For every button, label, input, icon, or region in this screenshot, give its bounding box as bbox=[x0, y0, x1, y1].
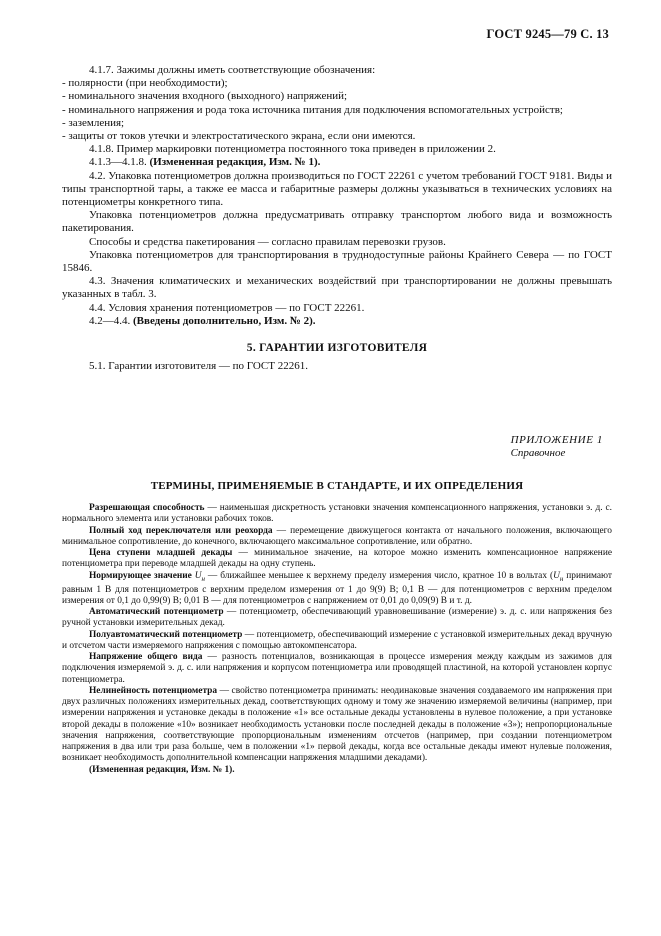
paragraph-4-1-7: 4.1.7. Зажимы должны иметь соответствующие обозначения: bbox=[89, 64, 376, 76]
term-item bbox=[62, 548, 612, 571]
term-definition: — свойство потенциометра принимать: неодинаковые значения создаваемого им напряжения при двух различных положениях измерительных декад, соответствующих одному и тому же значению измеряемой величины (например, при измерении напряжения и установке декады в положение «1» все остальные декады установлены в нулевое положение, а при установке второй декады в положение «10» возникает необходимость установки после последней декады в положение «3»); непропорциональные значения напряжения, соответствующие пропорциональным изменениям отсчетов (например, при создании потенциометром напряжения в два или три раза больше, чем в положении «1» первой декады, когда все остальные декады имеют нулевые положения, возникает необходимость дополнительной компенсации напряжения младшими декадами). bbox=[62, 685, 612, 764]
list-item-protection: - защиты от токов утечки и электростатического экрана, если они имеются. bbox=[62, 130, 416, 143]
term-item bbox=[62, 686, 612, 765]
appendix-type: Справочное bbox=[510, 447, 566, 459]
section-4-block bbox=[62, 64, 612, 328]
paragraph-north: Упаковка потенциометров для транспортирования в труднодоступные районы Крайнего Севера — по ГОСТ 15846. bbox=[62, 248, 612, 275]
term-definition: — наименьшая дискретность установки значения компенсационного напряжения, установки э. д. с. нормального элемента или установки рабочих токов. bbox=[62, 503, 612, 525]
term-name: Автоматический потенциометр bbox=[89, 607, 224, 618]
amendment-ref: 4.2—4.4. bbox=[89, 314, 133, 327]
amendment-ref: 4.1.3—4.1.8. bbox=[89, 156, 150, 169]
amendment-note-2 bbox=[62, 315, 612, 328]
appendix-title: ТЕРМИНЫ, ПРИМЕНЯЕМЫЕ В СТАНДАРТЕ, И ИХ ОПРЕДЕЛЕНИЯ bbox=[150, 480, 524, 492]
term-item bbox=[62, 571, 612, 608]
term-item bbox=[62, 526, 612, 549]
voltage-symbol: $U_н$ bbox=[194, 570, 206, 583]
term-definition: — потенциометр, обеспечивающий измерение с установкой измерительных декад вручную и отсчетом части измеряемого напряжения с помощью автокомпенсатора. bbox=[62, 629, 612, 651]
section-5-block bbox=[62, 342, 612, 373]
term-name: Цена ступени младшей декады bbox=[89, 548, 233, 558]
term-definition: принимают равным 1 В для потенциометров с верхним пределом измерения от 1 до 9(9) В; 0,1 В — для потенциометров с верхним пределом измерения от 0,1 до 0,99(9) В; 0,01 В — для потенциометров с напряжением от 0,01 до 0,09(9) В и т. д. bbox=[62, 570, 612, 606]
term-item bbox=[62, 630, 612, 653]
paragraph-4-2: 4.2. Упаковка потенциометров должна производиться по ГОСТ 22261 с учетом требований ГОСТ 9181. Виды и типы транспортной тары, а также ее масса и габаритные размеры должны указываться в технических условиях на потенциометры конкретного типа. bbox=[62, 169, 612, 209]
list-item-power-supply: - номинального напряжения и рода тока источника питания для подключения вспомогательных устройств; bbox=[62, 103, 563, 116]
term-definition: — ближайшее меньшее к верхнему пределу измерения число, кратное 10 в вольтах ( bbox=[205, 570, 554, 581]
amendment-text: (Измененная редакция, Изм. № 1). bbox=[149, 156, 321, 169]
term-item bbox=[62, 607, 612, 630]
term-definition: — перемещение движущегося контакта от начального положения, включающего минимальное сопротивление, до конечного, включающего максимальное сопротивление, или обратно. bbox=[62, 525, 612, 547]
voltage-symbol: $U_н$ bbox=[553, 570, 564, 583]
paragraph-4-3: 4.3. Значения климатических и механических воздействий при транспортировании не должны превышать указанных в табл. 3. bbox=[62, 275, 612, 301]
page-header: ГОСТ 9245—79 С. 13 bbox=[486, 27, 609, 41]
term-definition: — разность потенциалов, возникающая в процессе измерения между каждым из зажимов для подключения измеряемой э. д. с. или напряжения и корпусом потенциометра или проводящей пластиной, на которой установлен корпус потенциометра. bbox=[62, 652, 612, 685]
amendment-note-1 bbox=[62, 156, 612, 169]
term-name: Полный ход переключателя или реохорда bbox=[89, 525, 273, 536]
appendix-name: ПРИЛОЖЕНИЕ 1 bbox=[510, 434, 603, 446]
term-name: Напряжение общего вида bbox=[89, 652, 203, 663]
paragraph-5-1: 5.1. Гарантии изготовителя — по ГОСТ 22261. bbox=[89, 360, 308, 372]
term-item bbox=[62, 503, 612, 526]
term-name: Разрешающая способность bbox=[89, 503, 205, 513]
term-item bbox=[62, 652, 612, 686]
paragraph-4-1-8: 4.1.8. Пример маркировки потенциометра постоянного тока приведен в приложении 2. bbox=[89, 143, 496, 156]
paragraph-4-4: 4.4. Условия хранения потенциометров — по ГОСТ 22261. bbox=[89, 301, 365, 314]
terms-amendment-note: (Измененная редакция, Изм. № 1). bbox=[89, 764, 235, 775]
paragraph-methods: Способы и средства пакетирования — согласно правилам перевозки грузов. bbox=[89, 235, 446, 248]
term-definition: — минимальное значение, на которое можно изменить компенсационное напряжение потенциометра при переводе младшей декады на одну ступень. bbox=[62, 548, 612, 570]
appendix-label bbox=[511, 434, 603, 460]
term-name: Полуавтоматический потенциометр bbox=[89, 629, 243, 640]
term-definition: — потенциометр, обеспечивающий уравновешивание (измерение) э. д. с. или напряжения без ручной установки измерительных декад. bbox=[62, 607, 613, 629]
terms-list bbox=[62, 503, 612, 776]
term-name: Нелинейность потенциометра bbox=[89, 685, 218, 696]
amendment-text: (Введены дополнительно, Изм. № 2). bbox=[133, 314, 316, 327]
paragraph-packing: Упаковка потенциометров должна предусматривать отправку транспортом любого вида и возможность пакетирования. bbox=[62, 209, 612, 235]
term-name: Нормирующее значение bbox=[89, 570, 192, 581]
list-item-polarity: - полярности (при необходимости); bbox=[62, 77, 228, 90]
list-item-grounding: - заземления; bbox=[62, 116, 125, 129]
list-item-nominal-value: - номинального значения входного (выходного) напряжений; bbox=[62, 90, 348, 103]
section-5-title: 5. ГАРАНТИИ ИЗГОТОВИТЕЛЯ bbox=[246, 342, 428, 354]
